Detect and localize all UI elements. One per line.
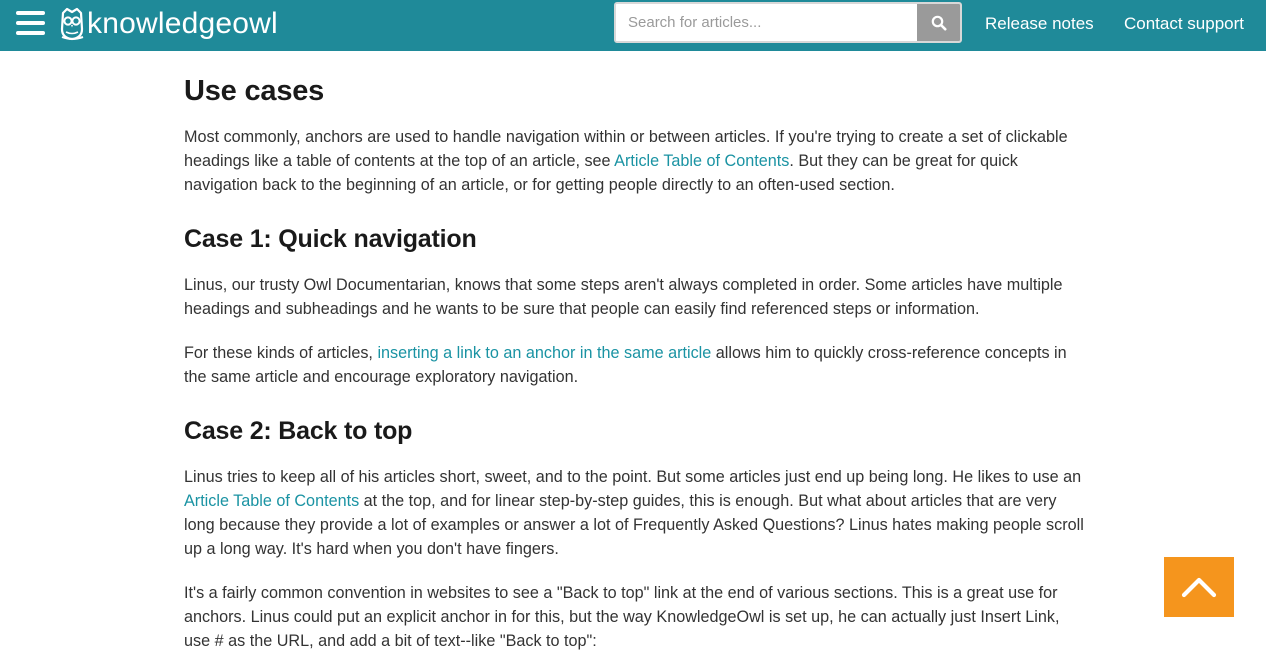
paragraph-case-2-detail: It's a fairly common convention in websites to see a "Back to top" link at the end of various sections. This is a great use for anchors. Linus could put an explicit anchor in for this, but the way KnowledgeOwl is set up, he can actually just Insert Link, use # as the URL, and add a bit of text--like "Back to top": (184, 584, 1060, 650)
search-icon (931, 15, 947, 31)
link-article-table-of-contents-2[interactable]: Article Table of Contents (184, 492, 360, 510)
top-navigation-bar (0, 0, 1266, 51)
link-article-table-of-contents[interactable]: Article Table of Contents (614, 152, 790, 170)
paragraph-text: Most commonly, anchors are used to handle navigation within or between articles. If you're trying to create a set of clickable headings like a table of contents at the top of an article, see (184, 128, 1068, 170)
paragraph-case-2-intro (184, 465, 1084, 561)
nav-link-contact-support[interactable]: Contact support (1124, 14, 1245, 33)
paragraph-case-1-intro: Linus, our trusty Owl Documentarian, knows that some steps aren't always completed in order. Some articles have multiple headings and subheadings and he wants to be sure that people can easily find referenced steps or information. (184, 276, 1063, 318)
paragraph-text: Linus tries to keep all of his articles short, sweet, and to the point. But some articles just end up being long. He likes to use an (184, 468, 1082, 486)
search-button[interactable] (917, 4, 960, 41)
chevron-up-icon (1181, 576, 1217, 598)
link-inserting-anchor[interactable]: inserting a link to an anchor in the same article (377, 344, 712, 362)
heading-case-2: Case 2: Back to top (184, 417, 413, 445)
paragraph-case-1-detail (184, 341, 1084, 389)
logo-text: knowledgeowl (87, 7, 278, 40)
heading-use-cases: Use cases (184, 75, 325, 107)
back-to-top-button[interactable] (1164, 557, 1234, 617)
heading-case-1: Case 1: Quick navigation (184, 225, 477, 253)
menu-icon[interactable] (16, 11, 45, 35)
paragraph-text: For these kinds of articles, (184, 344, 378, 362)
paragraph-text: allows him to quickly cross-reference concepts in the same article and encourage exploratory navigation. (184, 344, 1067, 386)
paragraph-use-cases (184, 125, 1084, 197)
paragraph-text: . But they can be great for quick navigation back to the beginning of an article, or for getting people directly to an often-used section. (184, 152, 1018, 194)
knowledgeowl-logo[interactable] (58, 4, 278, 44)
owl-icon (58, 7, 86, 41)
paragraph-text: at the top, and for linear step-by-step guides, this is enough. But what about articles that are very long because they provide a lot of examples or answer a lot of Frequently Asked Questions? Linus hates making people scroll up a long way. It's hard when you don't have fingers. (184, 492, 1084, 558)
nav-link-release-notes[interactable]: Release notes (985, 14, 1094, 33)
search-input[interactable] (616, 4, 918, 41)
search-box (614, 2, 962, 43)
